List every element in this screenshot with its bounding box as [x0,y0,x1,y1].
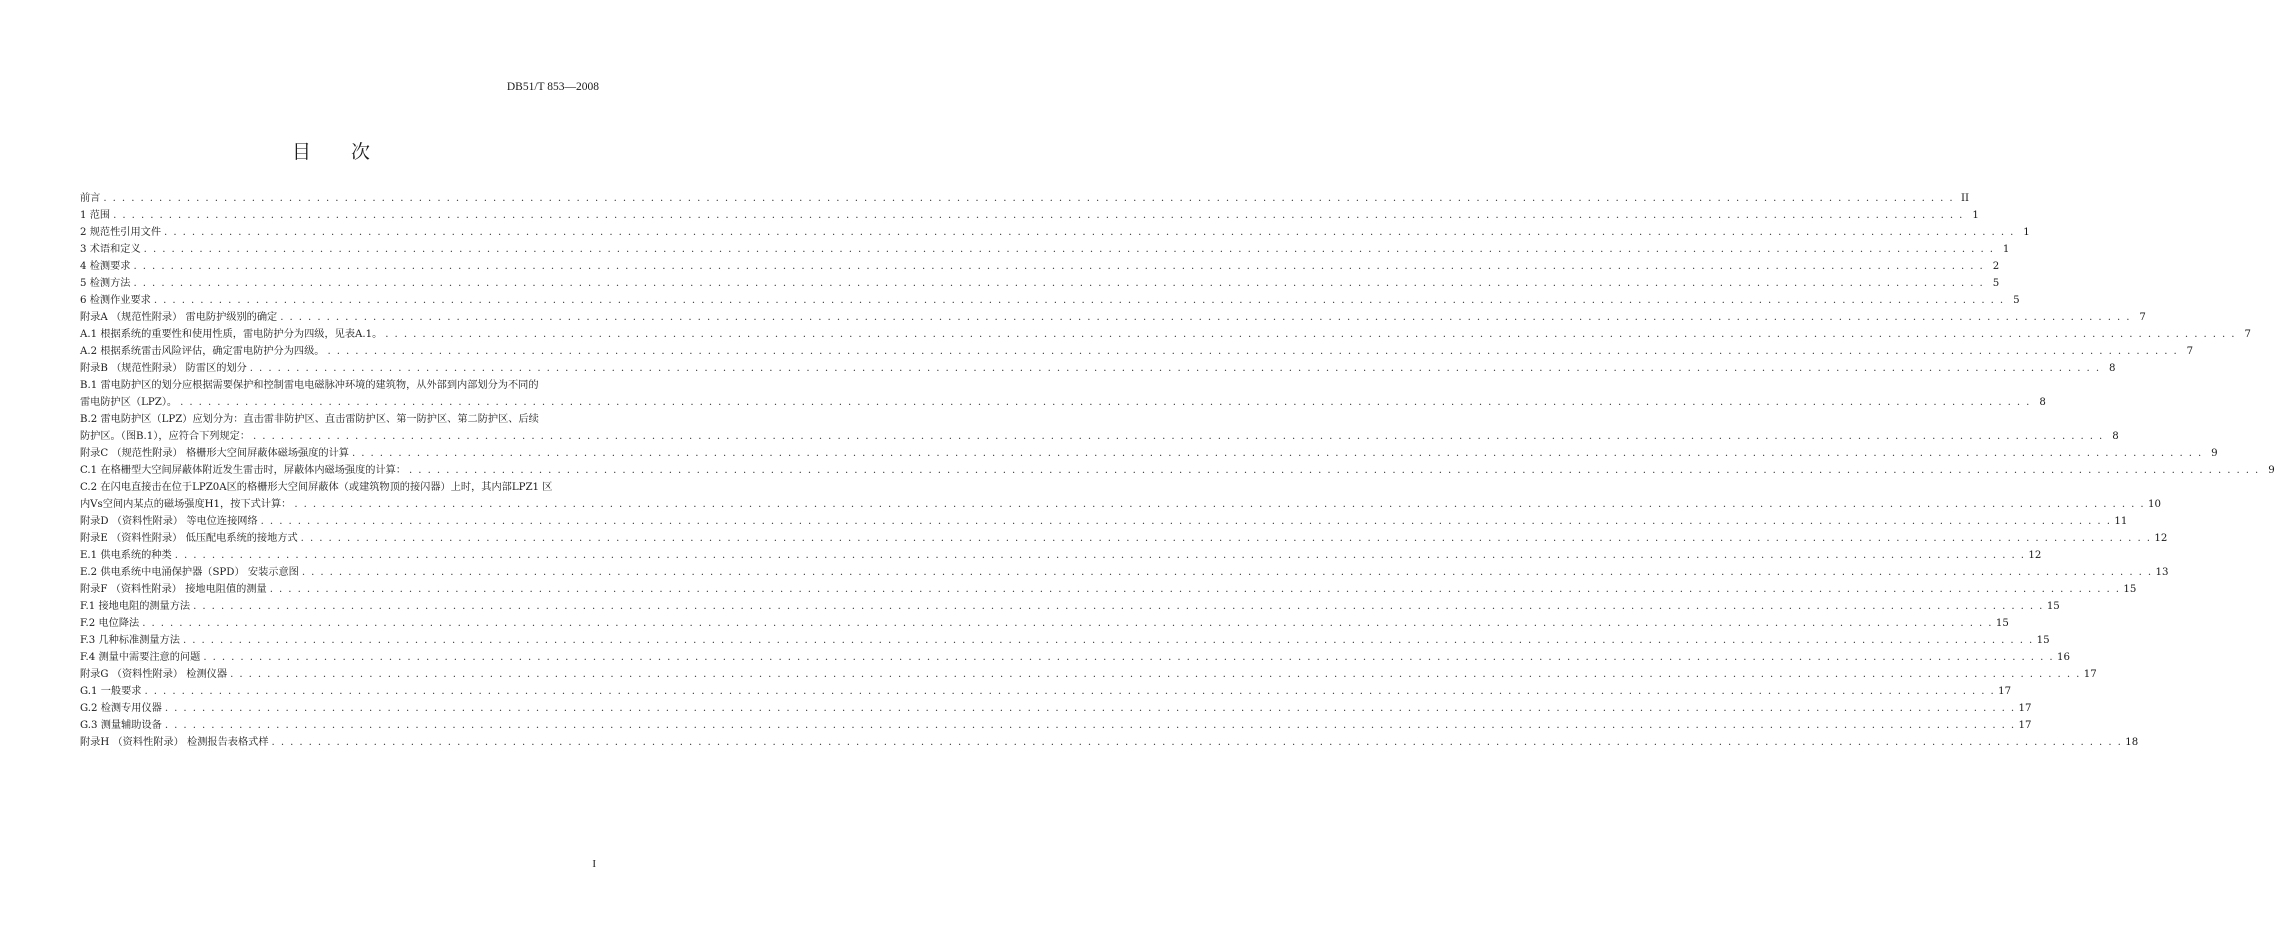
dot-leader: . . . . . . . . . . . . . . . . . . . . . . . . . . . . . . . . . . . . . . . . . . . . . . . . . . . . . . . . . . . . . . . . . . . . . . . . . . . . . . . . . . . . . . . . . . . . . . . . . . . . . . . . . . . . . . . . . . . . . . . . . . . . . . . . . . . . . . . . . . . . . . . . . . . . . . . . . . . . . . . . . . . . . . . . . . . . . . . . . . . . . . . . . . . . . . . . . . . . . . . . [230,669,2081,680]
toc-entry-page: 16 [2057,652,2070,663]
toc-entry[interactable] [80,479,2161,513]
toc-entry-label: 5 检测方法 [80,278,131,289]
dot-leader: . . . . . . . . . . . . . . . . . . . . . . . . . . . . . . . . . . . . . . . . . . . . . . . . . . . . . . . . . . . . . . . . . . . . . . . . . . . . . . . . . . . . . . . . . . . . . . . . . . . . . . . . . . . . . . . . . . . . . . . . . . . . . . . . . . . . . . . . . . . . . . . . . . . . . . . . . . . . . . . . . . . . . . . . . . . . . . . . . . . . . . . . . . . . . . . . . . . . . . . . [164,227,2015,238]
toc-entry[interactable] [80,360,2116,377]
dot-leader: . . . . . . . . . . . . . . . . . . . . . . . . . . . . . . . . . . . . . . . . . . . . . . . . . . . . . . . . . . . . . . . . . . . . . . . . . . . . . . . . . . . . . . . . . . . . . . . . . . . . . . . . . . . . . . . . . . . . . . . . . . . . . . . . . . . . . . . . . . . . . . . . . . . . . . . . . . . . . . . . . . . . . . . . . . . . . . . . . . . . . . . . . . . . . . . . . . . . . . . . [203,652,2054,663]
dot-leader: . . . . . . . . . . . . . . . . . . . . . . . . . . . . . . . . . . . . . . . . . . . . . . . . . . . . . . . . . . . . . . . . . . . . . . . . . . . . . . . . . . . . . . . . . . . . . . . . . . . . . . . . . . . . . . . . . . . . . . . . . . . . . . . . . . . . . . . . . . . . . . . . . . . . . . . . . . . . . . . . . . . . . . . . . . . . . . . . . . . . . . . . . . . . . . . . . . . . . . . . [182,635,2034,646]
toc-entry-page: 13 [2155,567,2169,578]
toc-entry-label-continuation: 内Vs空间内某点的磁场强度H1，按下式计算： [80,499,292,510]
toc-entry-label: 附录D （资料性附录） 等电位连接网络 [80,516,258,527]
dot-leader: . . . . . . . . . . . . . . . . . . . . . . . . . . . . . . . . . . . . . . . . . . . . . . . . . . . . . . . . . . . . . . . . . . . . . . . . . . . . . . . . . . . . . . . . . . . . . . . . . . . . . . . . . . . . . . . . . . . . . . . . . . . . . . . . . . . . . . . . . . . . . . . . . . . . . . . . . . . . . . . . . . . . . . . . . . . . . . . . . . . . . . . . . . . . . . . . . . . . . . . . [164,703,2016,714]
toc-entry-page: 2 [1992,261,2000,272]
toc-entry[interactable] [80,411,2119,445]
toc-entry[interactable] [80,377,2046,411]
toc-entry-label: 附录C （规范性附录） 格栅形大空间屏蔽体磁场强度的计算 [80,448,349,459]
toc-entry[interactable] [80,462,2275,479]
toc-entry[interactable] [80,700,2032,717]
dot-leader: . . . . . . . . . . . . . . . . . . . . . . . . . . . . . . . . . . . . . . . . . . . . . . . . . . . . . . . . . . . . . . . . . . . . . . . . . . . . . . . . . . . . . . . . . . . . . . . . . . . . . . . . . . . . . . . . . . . . . . . . . . . . . . . . . . . . . . . . . . . . . . . . . . . . . . . . . . . . . . . . . . . . . . . . . . . . . . . . . . . . . . . . . . . . . . . . . . . . . . . . [103,193,1955,204]
toc-entry-label: C.1 在格栅型大空间屏蔽体附近发生雷击时，屏蔽体内磁场强度的计算： [80,465,407,476]
toc-entry-page: 17 [1998,686,2012,697]
toc-entry[interactable] [80,513,2128,530]
toc-entry[interactable] [80,666,2097,683]
toc-entry-label: C.2 在闪电直接击在位于LPZ0A区的格栅形大空间屏蔽体（或建筑物顶的接闪器）上时，其内部LPZ1 区 [80,482,553,493]
toc-entry-label: A.1 根据系统的重要性和使用性质，雷电防护分为四级，见表A.1。 [80,329,383,340]
toc-entry-label-continuation: 雷电防护区（LPZ）。 [80,397,178,408]
dot-leader: . . . . . . . . . . . . . . . . . . . . . . . . . . . . . . . . . . . . . . . . . . . . . . . . . . . . . . . . . . . . . . . . . . . . . . . . . . . . . . . . . . . . . . . . . . . . . . . . . . . . . . . . . . . . . . . . . . . . . . . . . . . . . . . . . . . . . . . . . . . . . . . . . . . . . . . . . . . . . . . . . . . . . . . . . . . . . . . . . . . . . . . . . . . . . . . . . . . . . . . . [153,295,2005,306]
dot-leader: . . . . . . . . . . . . . . . . . . . . . . . . . . . . . . . . . . . . . . . . . . . . . . . . . . . . . . . . . . . . . . . . . . . . . . . . . . . . . . . . . . . . . . . . . . . . . . . . . . . . . . . . . . . . . . . . . . . . . . . . . . . . . . . . . . . . . . . . . . . . . . . . . . . . . . . . . . . . . . . . . . . . . . . . . . . . . . . . . . . . . . . . . . . . . . . . . . . . . . . . [271,737,2123,748]
toc-entry-label: 附录A （规范性附录） 雷电防护级别的确定 [80,312,278,323]
toc-entry-page: II [1961,193,1970,204]
toc-entry-page: 7 [2244,329,2251,340]
toc-entry-label: 附录B （规范性附录） 防雷区的划分 [80,363,247,374]
toc-entry-label: G.2 检测专用仪器 [80,703,162,714]
toc-entry-label: B.2 雷电防护区（LPZ）应划分为：直击雷非防护区、直击雷防护区、第一防护区、第二防护区、后续 [80,414,539,425]
toc-entry-label: 2 规范性引用文件 [80,227,162,238]
toc-entry[interactable] [80,632,2050,649]
title-char-2: 次 [351,141,371,163]
dot-leader: . . . . . . . . . . . . . . . . . . . . . . . . . . . . . . . . . . . . . . . . . . . . . . . . . . . . . . . . . . . . . . . . . . . . . . . . . . . . . . . . . . . . . . . . . . . . . . . . . . . . . . . . . . . . . . . . . . . . . . . . . . . . . . . . . . . . . . . . . . . . . . . . . . . . . . . . . . . . . . . . . . . . . . . . . . . . . . . . . . . . . . . . . . . . . . . . . . . . . . . . [260,516,2112,527]
toc-entry-label: G.3 测量辅助设备 [80,720,162,731]
toc-entry-label: 6 检测作业要求 [80,295,151,306]
dot-leader: . . . . . . . . . . . . . . . . . . . . . . . . . . . . . . . . . . . . . . . . . . . . . . . . . . . . . . . . . . . . . . . . . . . . . . . . . . . . . . . . . . . . . . . . . . . . . . . . . . . . . . . . . . . . . . . . . . . . . . . . . . . . . . . . . . . . . . . . . . . . . . . . . . . . . . . . . . . . . . . . . . . . . . . . . . . . . . . . . . . . . . . . . . . . . . . . . . . . . . . . [133,261,1985,272]
toc-entry-label: F.1 接地电阻的测量方法 [80,601,191,612]
dot-leader: . . . . . . . . . . . . . . . . . . . . . . . . . . . . . . . . . . . . . . . . . . . . . . . . . . . . . . . . . . . . . . . . . . . . . . . . . . . . . . . . . . . . . . . . . . . . . . . . . . . . . . . . . . . . . . . . . . . . . . . . . . . . . . . . . . . . . . . . . . . . . . . . . . . . . . . . . . . . . . . . . . . . . . . . . . . . . . . . . . . . . . . . . . . . . . . . . . . . . . . . [133,278,1985,289]
toc-entry-label-continuation: 防护区。（图B.1），应符合下列规定： [80,431,251,442]
dot-leader: . . . . . . . . . . . . . . . . . . . . . . . . . . . . . . . . . . . . . . . . . . . . . . . . . . . . . . . . . . . . . . . . . . . . . . . . . . . . . . . . . . . . . . . . . . . . . . . . . . . . . . . . . . . . . . . . . . . . . . . . . . . . . . . . . . . . . . . . . . . . . . . . . . . . . . . . . . . . . . . . . . . . . . . . . . . . . . . . . . . . . . . . . . . . . . . . . . . . . . . . [174,550,2026,561]
toc-entry-label: F.4 测量中需要注意的问题 [80,652,201,663]
toc-entry-page: 17 [2083,669,2097,680]
toc-entry[interactable] [80,309,2146,326]
dot-leader: . . . . . . . . . . . . . . . . . . . . . . . . . . . . . . . . . . . . . . . . . . . . . . . . . . . . . . . . . . . . . . . . . . . . . . . . . . . . . . . . . . . . . . . . . . . . . . . . . . . . . . . . . . . . . . . . . . . . . . . . . . . . . . . . . . . . . . . . . . . . . . . . . . . . . . . . . . . . . . . . . . . . . . . . . . . . . . . . . . . . . . . . . . . . . . . . . . . . . . . . [269,584,2121,595]
dot-leader: . . . . . . . . . . . . . . . . . . . . . . . . . . . . . . . . . . . . . . . . . . . . . . . . . . . . . . . . . . . . . . . . . . . . . . . . . . . . . . . . . . . . . . . . . . . . . . . . . . . . . . . . . . . . . . . . . . . . . . . . . . . . . . . . . . . . . . . . . . . . . . . . . . . . . . . . . . . . . . . . . . . . . . . . . . . . . . . . . . . . . . . . . . . . . . . . . . . . . . . . [327,346,2179,357]
toc-entry[interactable] [80,326,2251,343]
toc-entry-label: A.2 根据系统雷击风险评估，确定雷电防护分为四级。 [80,346,325,357]
toc-entry-page: 12 [2028,550,2042,561]
toc-entry[interactable] [80,190,1970,207]
toc-entry[interactable] [80,598,2060,615]
toc-entry-label: 1 范围 [80,210,111,221]
toc-entry-page: 15 [1995,618,2009,629]
dot-leader: . . . . . . . . . . . . . . . . . . . . . . . . . . . . . . . . . . . . . . . . . . . . . . . . . . . . . . . . . . . . . . . . . . . . . . . . . . . . . . . . . . . . . . . . . . . . . . . . . . . . . . . . . . . . . . . . . . . . . . . . . . . . . . . . . . . . . . . . . . . . . . . . . . . . . . . . . . . . . . . . . . . . . . . . . . . . . . . . . . . . . . . . . . . . . . . . . . . . . . . . [385,329,2236,340]
table-of-contents [80,190,2275,751]
dot-leader: . . . . . . . . . . . . . . . . . . . . . . . . . . . . . . . . . . . . . . . . . . . . . . . . . . . . . . . . . . . . . . . . . . . . . . . . . . . . . . . . . . . . . . . . . . . . . . . . . . . . . . . . . . . . . . . . . . . . . . . . . . . . . . . . . . . . . . . . . . . . . . . . . . . . . . . . . . . . . . . . . . . . . . . . . . . . . . . . . . . . . . . . . . . . . . . . . . . . . . . . [409,465,2260,476]
document-code: DB51/T 853—2008 [506,81,599,93]
toc-entry[interactable] [80,445,2218,462]
toc-entry[interactable] [80,258,2000,275]
toc-entry-page: 17 [2018,703,2032,714]
toc-entry[interactable] [80,734,2139,751]
toc-entry[interactable] [80,241,2010,258]
toc-entry-page: 15 [2036,635,2050,646]
toc-entry-label: G.1 一般要求 [80,686,142,697]
toc-entry-page: 5 [2013,295,2020,306]
dot-leader: . . . . . . . . . . . . . . . . . . . . . . . . . . . . . . . . . . . . . . . . . . . . . . . . . . . . . . . . . . . . . . . . . . . . . . . . . . . . . . . . . . . . . . . . . . . . . . . . . . . . . . . . . . . . . . . . . . . . . . . . . . . . . . . . . . . . . . . . . . . . . . . . . . . . . . . . . . . . . . . . . . . . . . . . . . . . . . . . . . . . . . . . . . . . . . . . . . . . . . . . [249,363,2101,374]
toc-entry-label: E.1 供电系统的种类 [80,550,172,561]
toc-entry-label: F.3 几种标准测量方法 [80,635,180,646]
toc-entry-page: 15 [2123,584,2137,595]
toc-entry[interactable] [80,530,2168,547]
page-title [0,137,662,164]
toc-entry-page: 7 [2186,346,2194,357]
dot-leader: . . . . . . . . . . . . . . . . . . . . . . . . . . . . . . . . . . . . . . . . . . . . . . . . . . . . . . . . . . . . . . . . . . . . . . . . . . . . . . . . . . . . . . . . . . . . . . . . . . . . . . . . . . . . . . . . . . . . . . . . . . . . . . . . . . . . . . . . . . . . . . . . . . . . . . . . . . . . . . . . . . . . . . . . . . . . . . . . . . . . . . . . . . . . . . . . . . . . . . . . [180,397,2031,408]
toc-entry[interactable] [80,564,2169,581]
dot-leader: . . . . . . . . . . . . . . . . . . . . . . . . . . . . . . . . . . . . . . . . . . . . . . . . . . . . . . . . . . . . . . . . . . . . . . . . . . . . . . . . . . . . . . . . . . . . . . . . . . . . . . . . . . . . . . . . . . . . . . . . . . . . . . . . . . . . . . . . . . . . . . . . . . . . . . . . . . . . . . . . . . . . . . . . . . . . . . . . . . . . . . . . . . . . . . . . . . . . . . . . [142,618,1993,629]
toc-entry-page: 7 [2139,312,2146,323]
toc-entry-page: 8 [2108,363,2116,374]
toc-entry-label: 附录H （资料性附录） 检测报告表格式样 [80,737,269,748]
toc-entry-page: 1 [1972,210,1979,221]
dot-leader: . . . . . . . . . . . . . . . . . . . . . . . . . . . . . . . . . . . . . . . . . . . . . . . . . . . . . . . . . . . . . . . . . . . . . . . . . . . . . . . . . . . . . . . . . . . . . . . . . . . . . . . . . . . . . . . . . . . . . . . . . . . . . . . . . . . . . . . . . . . . . . . . . . . . . . . . . . . . . . . . . . . . . . . . . . . . . . . . . . . . . . . . . . . . . . . . . . . . . . . . [294,499,2146,510]
toc-entry[interactable] [80,649,2070,666]
dot-leader: . . . . . . . . . . . . . . . . . . . . . . . . . . . . . . . . . . . . . . . . . . . . . . . . . . . . . . . . . . . . . . . . . . . . . . . . . . . . . . . . . . . . . . . . . . . . . . . . . . . . . . . . . . . . . . . . . . . . . . . . . . . . . . . . . . . . . . . . . . . . . . . . . . . . . . . . . . . . . . . . . . . . . . . . . . . . . . . . . . . . . . . . . . . . . . . . . . . . . . . . [143,244,1995,255]
page-number: I [592,858,596,870]
dot-leader: . . . . . . . . . . . . . . . . . . . . . . . . . . . . . . . . . . . . . . . . . . . . . . . . . . . . . . . . . . . . . . . . . . . . . . . . . . . . . . . . . . . . . . . . . . . . . . . . . . . . . . . . . . . . . . . . . . . . . . . . . . . . . . . . . . . . . . . . . . . . . . . . . . . . . . . . . . . . . . . . . . . . . . . . . . . . . . . . . . . . . . . . . . . . . . . . . . . . . . . . [164,720,2016,731]
toc-entry-page: 18 [2125,737,2139,748]
toc-entry[interactable] [80,717,2032,734]
toc-entry-label: 附录F （资料性附录） 接地电阻值的测量 [80,584,267,595]
toc-entry-label: 3 术语和定义 [80,244,141,255]
toc-entry-label: F.2 电位降法 [80,618,140,629]
toc-entry-label: 前言 [80,193,101,204]
dot-leader: . . . . . . . . . . . . . . . . . . . . . . . . . . . . . . . . . . . . . . . . . . . . . . . . . . . . . . . . . . . . . . . . . . . . . . . . . . . . . . . . . . . . . . . . . . . . . . . . . . . . . . . . . . . . . . . . . . . . . . . . . . . . . . . . . . . . . . . . . . . . . . . . . . . . . . . . . . . . . . . . . . . . . . . . . . . . . . . . . . . . . . . . . . . . . . . . . . . . . . . . [253,431,2104,442]
toc-entry[interactable] [80,275,2000,292]
dot-leader: . . . . . . . . . . . . . . . . . . . . . . . . . . . . . . . . . . . . . . . . . . . . . . . . . . . . . . . . . . . . . . . . . . . . . . . . . . . . . . . . . . . . . . . . . . . . . . . . . . . . . . . . . . . . . . . . . . . . . . . . . . . . . . . . . . . . . . . . . . . . . . . . . . . . . . . . . . . . . . . . . . . . . . . . . . . . . . . . . . . . . . . . . . . . . . . . . . . . . . . . [193,601,2044,612]
toc-entry[interactable] [80,224,2030,241]
toc-entry[interactable] [80,683,2012,700]
toc-entry-page: 8 [2112,431,2119,442]
toc-entry-page: 11 [2114,516,2128,527]
toc-entry-page: 9 [2268,465,2275,476]
toc-entry-label: 附录G （资料性附录） 检测仪器 [80,669,228,680]
toc-entry-page: 5 [1992,278,2000,289]
dot-leader: . . . . . . . . . . . . . . . . . . . . . . . . . . . . . . . . . . . . . . . . . . . . . . . . . . . . . . . . . . . . . . . . . . . . . . . . . . . . . . . . . . . . . . . . . . . . . . . . . . . . . . . . . . . . . . . . . . . . . . . . . . . . . . . . . . . . . . . . . . . . . . . . . . . . . . . . . . . . . . . . . . . . . . . . . . . . . . . . . . . . . . . . . . . . . . . . . . . . . . . . [144,686,1996,697]
dot-leader: . . . . . . . . . . . . . . . . . . . . . . . . . . . . . . . . . . . . . . . . . . . . . . . . . . . . . . . . . . . . . . . . . . . . . . . . . . . . . . . . . . . . . . . . . . . . . . . . . . . . . . . . . . . . . . . . . . . . . . . . . . . . . . . . . . . . . . . . . . . . . . . . . . . . . . . . . . . . . . . . . . . . . . . . . . . . . . . . . . . . . . . . . . . . . . . . . . . . . . . . [351,448,2203,459]
toc-entry-label: E.2 供电系统中电涌保护器（SPD） 安装示意图 [80,567,299,578]
toc-entry[interactable] [80,207,1979,224]
toc-entry-page: 9 [2211,448,2218,459]
dot-leader: . . . . . . . . . . . . . . . . . . . . . . . . . . . . . . . . . . . . . . . . . . . . . . . . . . . . . . . . . . . . . . . . . . . . . . . . . . . . . . . . . . . . . . . . . . . . . . . . . . . . . . . . . . . . . . . . . . . . . . . . . . . . . . . . . . . . . . . . . . . . . . . . . . . . . . . . . . . . . . . . . . . . . . . . . . . . . . . . . . . . . . . . . . . . . . . . . . . . . . . . [300,533,2152,544]
toc-entry-page: 1 [2023,227,2030,238]
toc-entry-page: 12 [2154,533,2168,544]
title-char-1: 目 [291,141,311,163]
toc-entry-label: B.1 雷电防护区的划分应根据需要保护和控制雷电电磁脉冲环境的建筑物，从外部到内部划分为不同的 [80,380,539,391]
toc-entry[interactable] [80,615,2009,632]
toc-entry[interactable] [80,343,2194,360]
toc-entry[interactable] [80,292,2020,309]
dot-leader: . . . . . . . . . . . . . . . . . . . . . . . . . . . . . . . . . . . . . . . . . . . . . . . . . . . . . . . . . . . . . . . . . . . . . . . . . . . . . . . . . . . . . . . . . . . . . . . . . . . . . . . . . . . . . . . . . . . . . . . . . . . . . . . . . . . . . . . . . . . . . . . . . . . . . . . . . . . . . . . . . . . . . . . . . . . . . . . . . . . . . . . . . . . . . . . . . . . . . . . . [113,210,1964,221]
toc-entry-label: 附录E （资料性附录） 低压配电系统的接地方式 [80,533,298,544]
toc-entry-label: 4 检测要求 [80,261,131,272]
toc-entry-page: 10 [2148,499,2161,510]
toc-entry[interactable] [80,581,2137,598]
dot-leader: . . . . . . . . . . . . . . . . . . . . . . . . . . . . . . . . . . . . . . . . . . . . . . . . . . . . . . . . . . . . . . . . . . . . . . . . . . . . . . . . . . . . . . . . . . . . . . . . . . . . . . . . . . . . . . . . . . . . . . . . . . . . . . . . . . . . . . . . . . . . . . . . . . . . . . . . . . . . . . . . . . . . . . . . . . . . . . . . . . . . . . . . . . . . . . . . . . . . . . . . [280,312,2131,323]
dot-leader: . . . . . . . . . . . . . . . . . . . . . . . . . . . . . . . . . . . . . . . . . . . . . . . . . . . . . . . . . . . . . . . . . . . . . . . . . . . . . . . . . . . . . . . . . . . . . . . . . . . . . . . . . . . . . . . . . . . . . . . . . . . . . . . . . . . . . . . . . . . . . . . . . . . . . . . . . . . . . . . . . . . . . . . . . . . . . . . . . . . . . . . . . . . . . . . . . . . . . . . . [301,567,2153,578]
toc-entry-page: 1 [2002,244,2010,255]
toc-entry[interactable] [80,547,2042,564]
toc-entry-page: 8 [2039,397,2046,408]
toc-entry-page: 17 [2018,720,2032,731]
toc-entry-page: 15 [2046,601,2060,612]
